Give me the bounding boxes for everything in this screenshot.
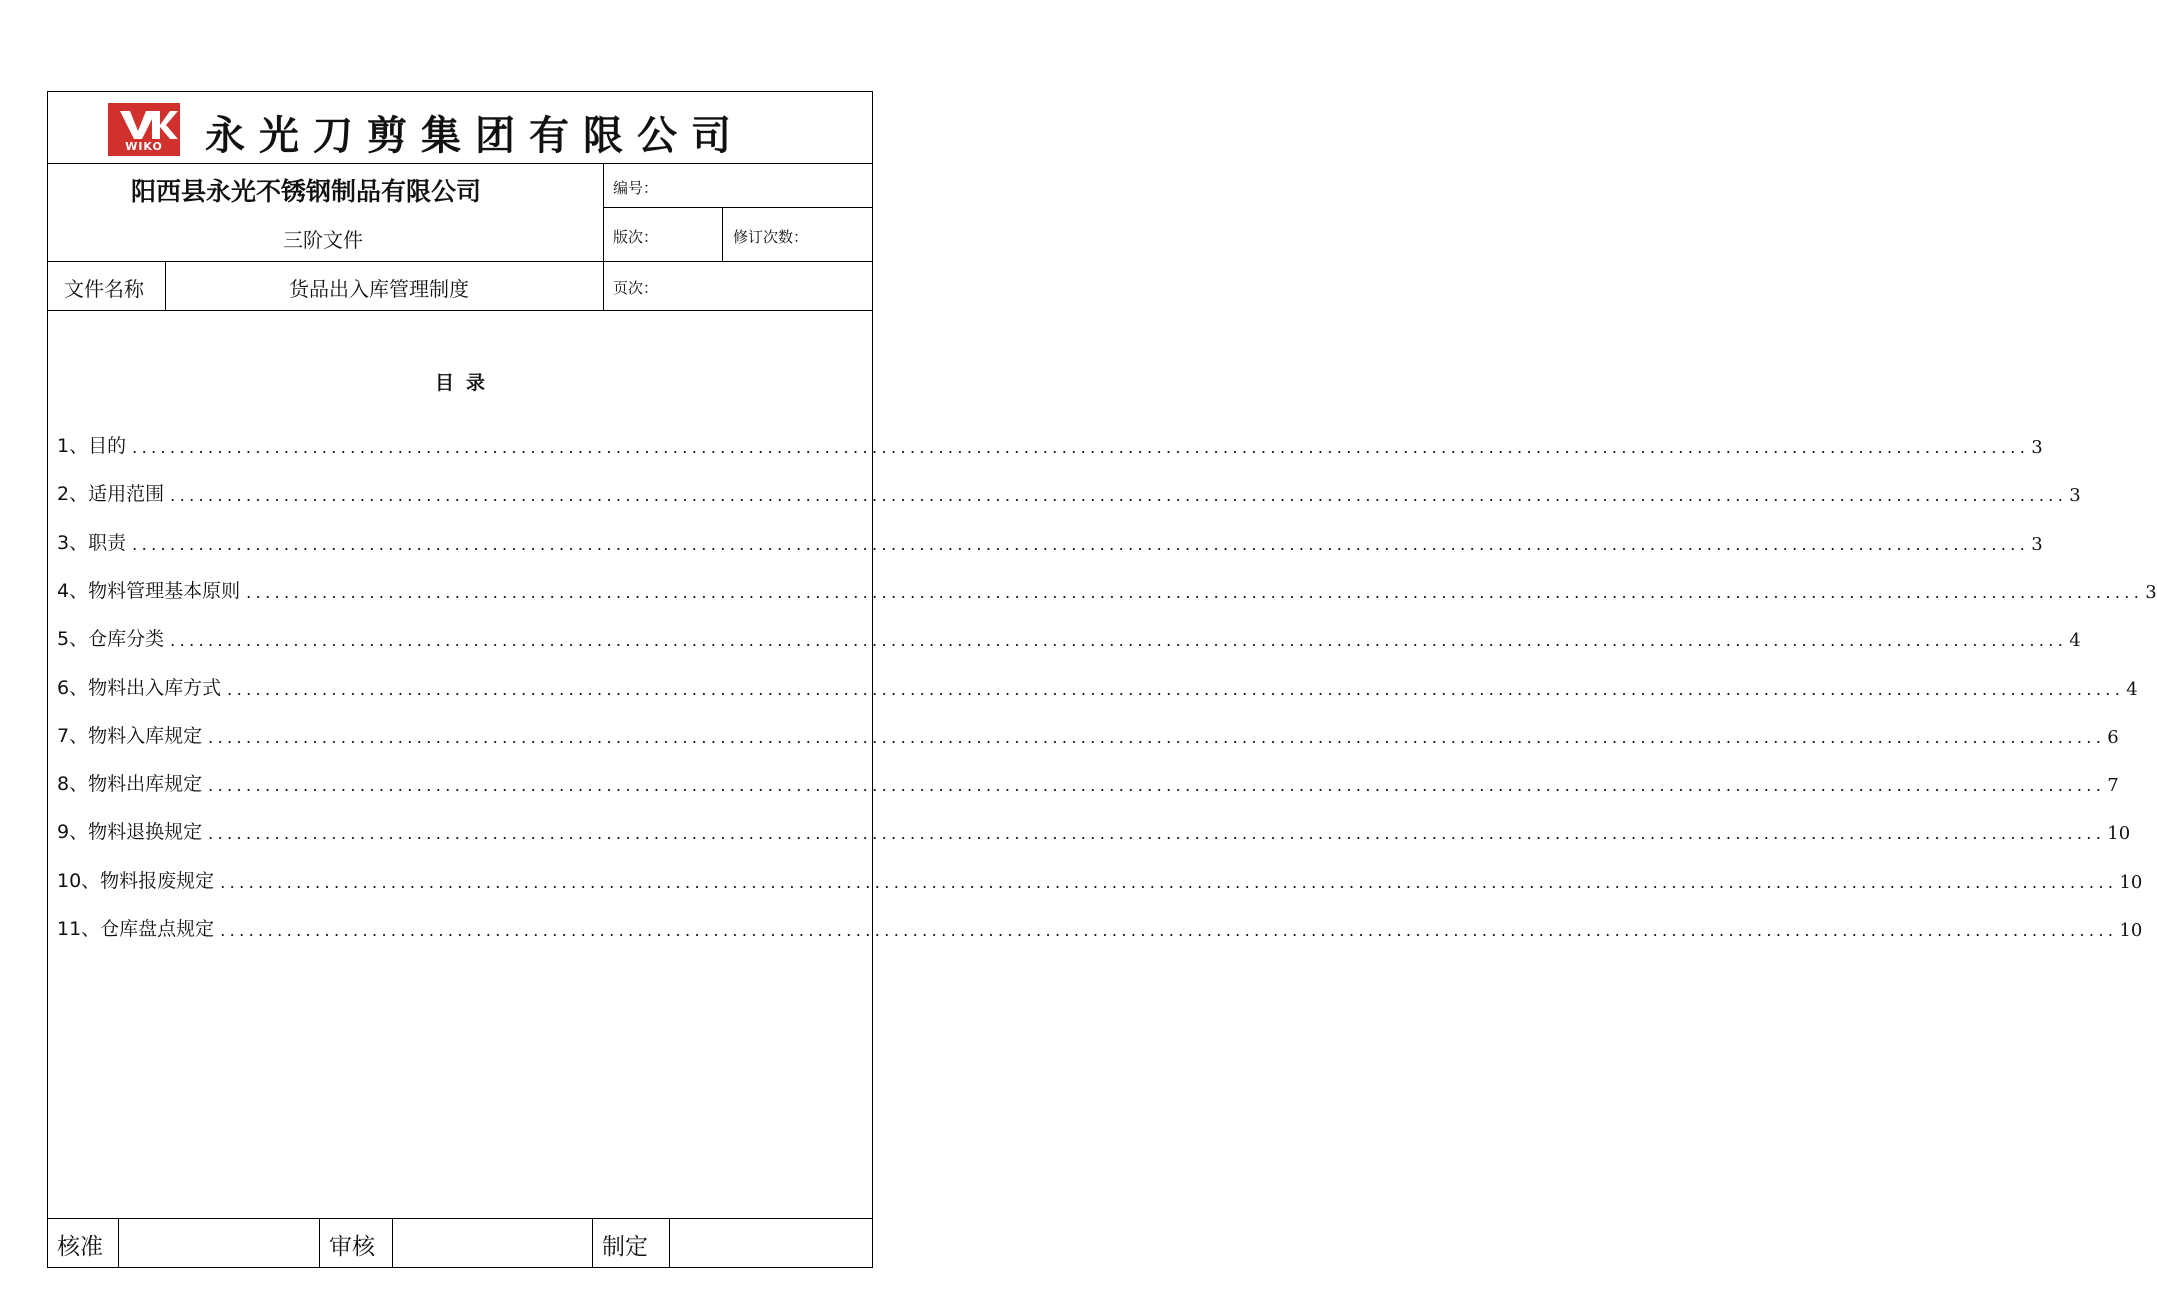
footer-col-divider-3: [392, 1218, 393, 1268]
toc-leader-dots: ........................................................................................................................................................................................................: [170, 486, 2068, 506]
toc-item: [57, 913, 2143, 941]
footer-col-divider-4: [592, 1218, 593, 1268]
company-name: 阳西县永光不锈钢制品有限公司: [131, 177, 482, 206]
header-col-divider-revision: [722, 207, 723, 261]
header-col-divider-right: [603, 163, 604, 310]
toc-leader-dots: ........................................................................................................................................................................................................: [132, 534, 2030, 554]
toc-item: [57, 865, 2143, 893]
toc-item-label: 10、物料报废规定: [57, 869, 215, 892]
toc-item-page: 3: [2031, 533, 2043, 555]
file-name-value: 货品出入库管理制度: [289, 277, 469, 301]
header-divider-3: [47, 261, 873, 262]
toc-item-page: 3: [2145, 581, 2157, 603]
toc-item: [57, 816, 2131, 845]
footer-divider: [47, 1218, 873, 1219]
toc-leader-dots: ........................................................................................................................................................................................................: [246, 582, 2144, 602]
toc-item-page: 10: [2107, 823, 2131, 845]
file-name-label: 文件名称: [64, 277, 144, 301]
page-label: 页次：: [613, 279, 659, 297]
toc-item-page: 10: [2119, 920, 2143, 941]
toc-leader-dots: ........................................................................................................................................................................................................: [208, 727, 2106, 747]
group-name: 永光刀剪集团有限公司: [205, 112, 745, 159]
prepare-label: 制定: [602, 1234, 648, 1260]
toc-item-page: 10: [2119, 871, 2143, 893]
toc-item: [57, 720, 2119, 748]
header-col-divider-filename: [165, 261, 166, 310]
logo-text: WIKO: [125, 140, 163, 153]
toc-item: [57, 478, 2081, 507]
toc-item: [57, 672, 2138, 700]
toc-item-page: 4: [2069, 630, 2081, 652]
toc-item-label: 9、物料退换规定: [57, 821, 203, 844]
toc-leader-dots: ........................................................................................................................................................................................................: [220, 872, 2118, 892]
toc-item-page: 3: [2031, 437, 2043, 458]
toc-title: 目录: [434, 372, 497, 394]
review-label: 审核: [329, 1234, 375, 1260]
toc-item-page: 6: [2107, 726, 2119, 748]
toc-item-label: 7、物料入库规定: [57, 724, 203, 747]
toc-item: [57, 430, 2043, 458]
toc-item-label: 3、职责: [57, 531, 127, 554]
toc-item-page: 7: [2107, 775, 2119, 797]
toc-leader-dots: ........................................................................................................................................................................................................: [208, 824, 2106, 844]
approve-label: 核准: [57, 1234, 103, 1260]
footer-col-divider-2: [319, 1218, 320, 1268]
doc-level: 三阶文件: [283, 228, 363, 252]
toc-item: [57, 623, 2081, 652]
toc-leader-dots: ........................................................................................................................................................................................................: [227, 679, 2125, 699]
toc-item-page: 4: [2126, 678, 2138, 700]
header-divider-2: [603, 207, 873, 208]
toc-item: [57, 575, 2157, 603]
toc-item-label: 5、仓库分类: [57, 628, 165, 651]
toc-item-label: 4、物料管理基本原则: [57, 579, 241, 602]
version-label: 版次：: [613, 228, 659, 246]
number-label: 编号：: [613, 179, 659, 197]
footer-col-divider-5: [669, 1218, 670, 1268]
toc-item-label: 2、适用范围: [57, 483, 165, 506]
header-divider-4: [47, 310, 873, 311]
toc-item-label: 6、物料出入库方式: [57, 676, 222, 699]
toc-item: [57, 527, 2043, 555]
company-logo: [108, 103, 180, 156]
toc-item-page: 3: [2069, 485, 2081, 507]
toc-leader-dots: ........................................................................................................................................................................................................: [220, 921, 2118, 940]
footer-col-divider-1: [118, 1218, 119, 1268]
toc-item-label: 8、物料出库规定: [57, 773, 203, 796]
header-divider-1: [47, 163, 873, 164]
toc-leader-dots: ........................................................................................................................................................................................................: [208, 776, 2106, 796]
toc-item-label: 1、目的: [57, 435, 127, 457]
toc-item: [57, 768, 2119, 797]
toc-leader-dots: ........................................................................................................................................................................................................: [132, 438, 2030, 457]
revision-label: 修订次数：: [733, 228, 809, 246]
toc-item-label: 11、仓库盘点规定: [57, 918, 215, 940]
toc-leader-dots: ........................................................................................................................................................................................................: [170, 631, 2068, 651]
